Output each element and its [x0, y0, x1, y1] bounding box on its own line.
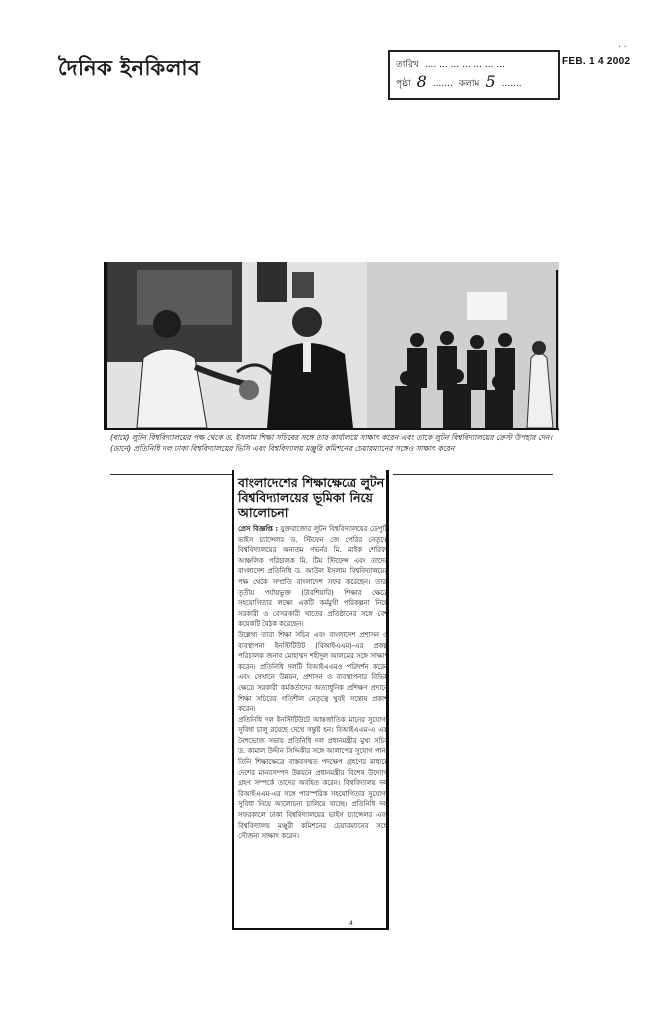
stamp-date-row: তারিখ .... ... ... ... ... ... ...	[396, 56, 552, 75]
newspaper-masthead: দৈনিক ইনকিলাব	[58, 55, 201, 80]
date-stamp: FEB. 1 4 2002	[562, 56, 631, 67]
article-headline: বাংলাদেশের শিক্ষাক্ষেত্রে লুটন বিশ্ববিদ্যালয়ের ভূমিকা নিয়ে আলোচনা	[238, 475, 385, 520]
article-paragraph: প্রেস বিজ্ঞপ্তি : যুক্তরাজ্যের লুটন বিশ্ববিদ্যালয়ের ডেপুটি ভাইস চ্যান্সেলর ড. স্টিফেন জে পেরির নেতৃত্বে বিশ্ববিদ্যালয়ের অন্যতম গভর্নর মি. মাইক শেরিফ, আঞ্চলিক পরিচালক মি. টিম স্টিফেন্স এবং তাদের বাংলাদেশ প্রতিনিধি ড. আউল ইসলাম বিশ্ববিদ্যালয়ের পক্ষ থেকে সম্প্রতি বাংলাদেশ সফর করেছেন। তারা তৃতীয় পর্যায়ভুক্ত (টারশিয়ারি) শিক্ষার ক্ষেত্রে সহযোগিতার লক্ষ্যে একটি কর্মমুখী পরিকল্পনা নিয়ে সরকারী ও বেসরকারী খাতের প্রতিষ্ঠানের সঙ্গে বেশ কয়েকটি বৈঠক করেছেন।	[238, 525, 388, 629]
divider-line	[110, 474, 232, 475]
article-body	[232, 524, 394, 842]
news-photo	[104, 262, 559, 428]
photo-border-right	[556, 270, 558, 430]
stamp-column-label: কলাম	[458, 79, 480, 89]
article-bottom-rule	[234, 928, 389, 930]
stamp-column-value: 5	[485, 75, 496, 91]
photo-caption: (বামে) লুটন বিশ্ববিদ্যালয়ের পক্ষ থেকে ড. ইসলাম শিক্ষা সচিবের সঙ্গে তার কার্যালয়ে সাক্ষাৎ করেন এবং তাকে লুটন বিশ্ববিদ্যালয়ের ক্রেস্ট উপহার দেন। (ডানে) প্রতিনিধি দল ঢাকা বিশ্ববিদ্যালয়ের ভিসি এবং বিশ্ববিদ্যালয় মঞ্জুরি কমিশনের চেয়ারম্যানের সঙ্গেও সাক্ষাৎ করেন	[110, 433, 553, 453]
photo-border-bottom	[104, 428, 559, 430]
divider-line	[393, 474, 553, 475]
article-paragraph: উল্লেখ্য তারা শিক্ষা সচিব এবং বাংলাদেশ প্রশাসন ও ব্যবস্থাপনা ইনস্টিটিউট (বিআইএএম)-এর প্রকল্প পরিচালক জনাব মোহাম্মদ শহীদুল আলমের সঙ্গে সাক্ষাৎ করেন। প্রতিনিধি দলটি বিআইএএমও পরিদর্শন করেন এবং সেখানে উন্নয়ন, প্রশাসন ও ব্যবস্থাপনার বিভিন্ন ক্ষেত্রে সরকারী কর্মকর্তাদের অত্যাধুনিক প্রশিক্ষণ প্রদানে শিক্ষা সচিবের গতিশীল নেতৃত্বে খুবই সন্তোষ প্রকাশ করেন।	[238, 630, 388, 714]
stamp-date-label: তারিখ	[396, 60, 419, 70]
article-lead: প্রেস বিজ্ঞপ্তি :	[238, 525, 279, 533]
article-paragraph: প্রতিনিধি দল ইনস্টিটিউটে আন্তর্জাতিক মানের সুযোগ-সুবিধা চালু রয়েছে দেখে সন্তুষ্ট হন। বিআইএএম-এ এক নৈশভোজ সভায় প্রতিনিধি দল প্রধানমন্ত্রীর মুখ্য সচিব ড. কামাল উদ্দীন সিদ্দিকীর সঙ্গে আলাপের সুযোগ পান। তিনি শিক্ষাক্ষেত্রে বাস্তবসম্মত পদক্ষেপ গ্রহণের মাধ্যমে দেশের মানবসম্পদ উন্নয়নে প্রধানমন্ত্রীর বিশেষ উদ্যোগ গ্রহণ সম্পর্কে তাদের অবহিত করেন। বিশ্ববিদ্যালয় দল বিআইএএম-এর সঙ্গে পারস্পরিক সহযোগিতার সুযোগ-সুবিধা নিয়ে আলোচনা চালিয়ে যাচ্ছে। প্রতিনিধি দল সফরকালে ঢাকা বিশ্ববিদ্যালয়ের ভাইস চ্যান্সেলর এবং বিশ্ববিদ্যালয় মঞ্জুরী কমিশনের চেয়ারম্যানের সঙ্গে সৌজন্য সাক্ষাৎ করেন।	[238, 715, 388, 841]
stamp-page-value: 8	[416, 75, 427, 91]
stamp-page-label: পৃষ্ঠা	[396, 79, 411, 89]
corner-marks: . .	[618, 40, 627, 50]
news-article	[232, 475, 394, 842]
photo-illustration	[107, 262, 559, 428]
stamp-page-row: পৃষ্ঠা 8 ....... কলাম 5 .......	[396, 75, 552, 94]
page-number: 4	[349, 920, 353, 927]
clipping-stamp	[388, 50, 560, 100]
